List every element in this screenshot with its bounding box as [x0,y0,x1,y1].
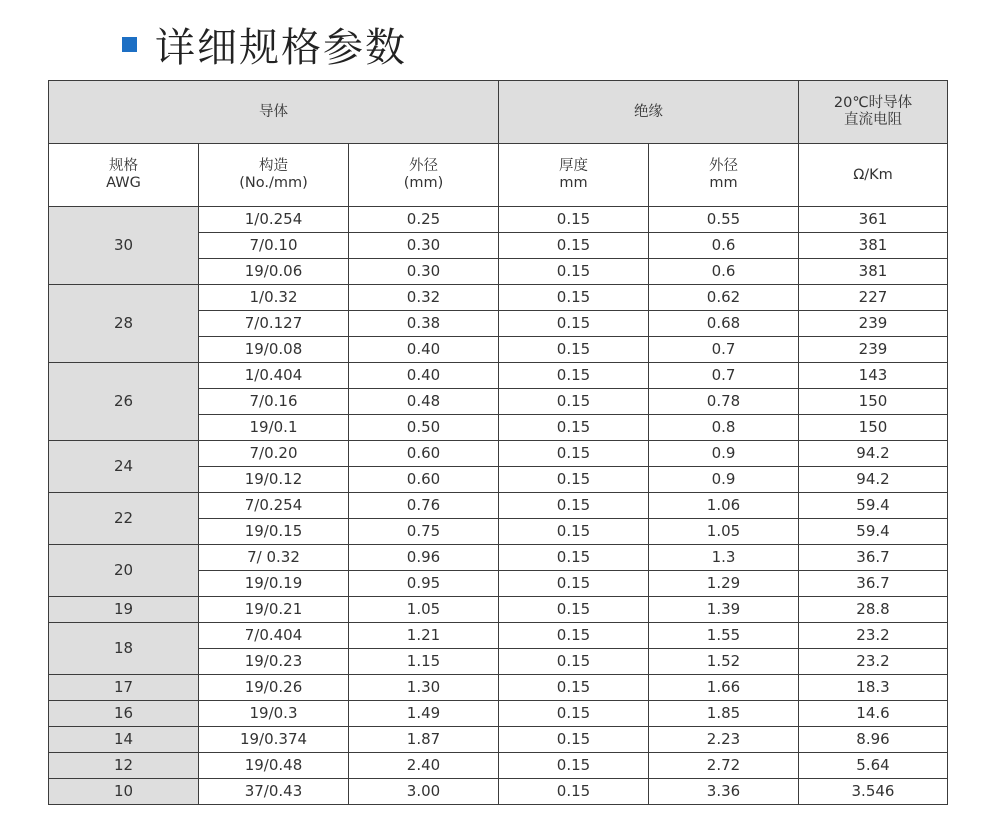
thickness-cell: 0.15 [499,389,649,415]
construction-cell: 7/ 0.32 [199,545,349,571]
header-insulation: 绝缘 [499,81,799,144]
header-conductor: 导体 [49,81,499,144]
conductor-od-cell: 0.25 [349,207,499,233]
thickness-cell: 0.15 [499,597,649,623]
gauge-cell: 18 [49,623,199,675]
conductor-od-cell: 2.40 [349,753,499,779]
insulation-od-cell: 0.7 [649,337,799,363]
conductor-od-cell: 3.00 [349,779,499,805]
thickness-cell: 0.15 [499,337,649,363]
thickness-cell: 0.15 [499,519,649,545]
header-conductor-od-line1: 外径 [409,158,438,174]
resistance-cell: 18.3 [799,675,948,701]
conductor-od-cell: 0.48 [349,389,499,415]
header-gauge-line2: AWG [106,175,141,191]
insulation-od-cell: 0.7 [649,363,799,389]
header-thickness-line2: mm [559,175,588,191]
gauge-cell: 30 [49,207,199,285]
thickness-cell: 0.15 [499,311,649,337]
insulation-od-cell: 1.52 [649,649,799,675]
thickness-cell: 0.15 [499,571,649,597]
conductor-od-cell: 1.05 [349,597,499,623]
conductor-od-cell: 0.40 [349,337,499,363]
resistance-cell: 381 [799,233,948,259]
construction-cell: 7/0.127 [199,311,349,337]
resistance-cell: 36.7 [799,571,948,597]
resistance-cell: 36.7 [799,545,948,571]
construction-cell: 7/0.404 [199,623,349,649]
conductor-od-cell: 0.32 [349,285,499,311]
resistance-cell: 23.2 [799,623,948,649]
header-construction [199,144,349,207]
conductor-od-cell: 1.15 [349,649,499,675]
thickness-cell: 0.15 [499,545,649,571]
resistance-cell: 381 [799,259,948,285]
insulation-od-cell: 0.8 [649,415,799,441]
page-heading [122,14,407,74]
header-thickness [499,144,649,207]
header-insulation-od [649,144,799,207]
insulation-od-cell: 0.9 [649,441,799,467]
gauge-cell: 24 [49,441,199,493]
header-gauge [49,144,199,207]
conductor-od-cell: 0.38 [349,311,499,337]
thickness-cell: 0.15 [499,285,649,311]
construction-cell: 1/0.254 [199,207,349,233]
resistance-cell: 28.8 [799,597,948,623]
conductor-od-cell: 0.40 [349,363,499,389]
header-conductor-od [349,144,499,207]
resistance-cell: 14.6 [799,701,948,727]
table-row [49,545,948,571]
table-row [49,285,948,311]
thickness-cell: 0.15 [499,467,649,493]
construction-cell: 19/0.1 [199,415,349,441]
insulation-od-cell: 1.39 [649,597,799,623]
resistance-cell: 59.4 [799,493,948,519]
construction-cell: 19/0.15 [199,519,349,545]
gauge-cell: 26 [49,363,199,441]
spec-table [48,80,948,805]
resistance-cell: 5.64 [799,753,948,779]
insulation-od-cell: 0.6 [649,233,799,259]
header-thickness-line1: 厚度 [559,158,588,174]
page-title: 详细规格参数 [155,24,407,71]
thickness-cell: 0.15 [499,675,649,701]
conductor-od-cell: 0.96 [349,545,499,571]
insulation-od-cell: 0.62 [649,285,799,311]
construction-cell: 19/0.26 [199,675,349,701]
construction-cell: 19/0.19 [199,571,349,597]
spec-table-body [49,207,948,805]
resistance-cell: 23.2 [799,649,948,675]
thickness-cell: 0.15 [499,623,649,649]
table-row [49,207,948,233]
header-construction-line1: 构造 [259,158,288,174]
conductor-od-cell: 0.50 [349,415,499,441]
insulation-od-cell: 1.29 [649,571,799,597]
conductor-od-cell: 1.87 [349,727,499,753]
conductor-od-cell: 0.30 [349,259,499,285]
thickness-cell: 0.15 [499,441,649,467]
insulation-od-cell: 1.05 [649,519,799,545]
construction-cell: 7/0.20 [199,441,349,467]
resistance-cell: 227 [799,285,948,311]
gauge-cell: 17 [49,675,199,701]
construction-cell: 19/0.3 [199,701,349,727]
resistance-cell: 361 [799,207,948,233]
insulation-od-cell: 0.55 [649,207,799,233]
conductor-od-cell: 0.75 [349,519,499,545]
conductor-od-cell: 0.60 [349,441,499,467]
thickness-cell: 0.15 [499,649,649,675]
construction-cell: 19/0.08 [199,337,349,363]
gauge-cell: 16 [49,701,199,727]
construction-cell: 19/0.48 [199,753,349,779]
table-row [49,597,948,623]
header-gauge-line1: 规格 [109,158,138,174]
resistance-cell: 8.96 [799,727,948,753]
insulation-od-cell: 1.66 [649,675,799,701]
header-conductor-od-line2: (mm) [403,175,444,191]
insulation-od-cell: 3.36 [649,779,799,805]
insulation-od-cell: 0.9 [649,467,799,493]
insulation-od-cell: 0.78 [649,389,799,415]
header-construction-line2: (No./mm) [239,175,308,191]
insulation-od-cell: 1.3 [649,545,799,571]
thickness-cell: 0.15 [499,363,649,389]
construction-cell: 7/0.16 [199,389,349,415]
heading-square-icon [122,37,137,52]
table-row [49,779,948,805]
insulation-od-cell: 1.06 [649,493,799,519]
table-row [49,493,948,519]
insulation-od-cell: 0.68 [649,311,799,337]
thickness-cell: 0.15 [499,259,649,285]
construction-cell: 7/0.10 [199,233,349,259]
table-row [49,753,948,779]
header-insulation-od-line2: mm [709,175,738,191]
conductor-od-cell: 1.21 [349,623,499,649]
resistance-cell: 3.546 [799,779,948,805]
header-resistance [799,81,948,144]
conductor-od-cell: 1.49 [349,701,499,727]
resistance-cell: 239 [799,337,948,363]
construction-cell: 19/0.21 [199,597,349,623]
table-row [49,727,948,753]
resistance-cell: 143 [799,363,948,389]
resistance-cell: 94.2 [799,467,948,493]
gauge-cell: 14 [49,727,199,753]
table-row [49,701,948,727]
gauge-cell: 20 [49,545,199,597]
construction-cell: 1/0.404 [199,363,349,389]
insulation-od-cell: 0.6 [649,259,799,285]
gauge-cell: 12 [49,753,199,779]
construction-cell: 19/0.12 [199,467,349,493]
thickness-cell: 0.15 [499,727,649,753]
resistance-cell: 59.4 [799,519,948,545]
group-header-row [49,81,948,144]
insulation-od-cell: 1.85 [649,701,799,727]
insulation-od-cell: 1.55 [649,623,799,649]
gauge-cell: 19 [49,597,199,623]
resistance-cell: 150 [799,389,948,415]
thickness-cell: 0.15 [499,207,649,233]
table-row [49,623,948,649]
header-resistance-line2: 直流电阻 [844,112,902,128]
construction-cell: 19/0.23 [199,649,349,675]
conductor-od-cell: 0.30 [349,233,499,259]
thickness-cell: 0.15 [499,753,649,779]
resistance-cell: 94.2 [799,441,948,467]
thickness-cell: 0.15 [499,493,649,519]
table-row [49,363,948,389]
thickness-cell: 0.15 [499,233,649,259]
conductor-od-cell: 0.95 [349,571,499,597]
construction-cell: 7/0.254 [199,493,349,519]
insulation-od-cell: 2.72 [649,753,799,779]
thickness-cell: 0.15 [499,701,649,727]
table-row [49,441,948,467]
resistance-cell: 239 [799,311,948,337]
construction-cell: 1/0.32 [199,285,349,311]
conductor-od-cell: 1.30 [349,675,499,701]
gauge-cell: 28 [49,285,199,363]
construction-cell: 37/0.43 [199,779,349,805]
resistance-cell: 150 [799,415,948,441]
construction-cell: 19/0.374 [199,727,349,753]
table-row [49,675,948,701]
thickness-cell: 0.15 [499,415,649,441]
conductor-od-cell: 0.76 [349,493,499,519]
header-resistance-line1: 20℃时导体 [833,95,913,111]
conductor-od-cell: 0.60 [349,467,499,493]
sub-header-row [49,144,948,207]
header-insulation-od-line1: 外径 [709,158,738,174]
gauge-cell: 10 [49,779,199,805]
header-resistance-unit: Ω/Km [799,144,948,207]
construction-cell: 19/0.06 [199,259,349,285]
gauge-cell: 22 [49,493,199,545]
thickness-cell: 0.15 [499,779,649,805]
insulation-od-cell: 2.23 [649,727,799,753]
